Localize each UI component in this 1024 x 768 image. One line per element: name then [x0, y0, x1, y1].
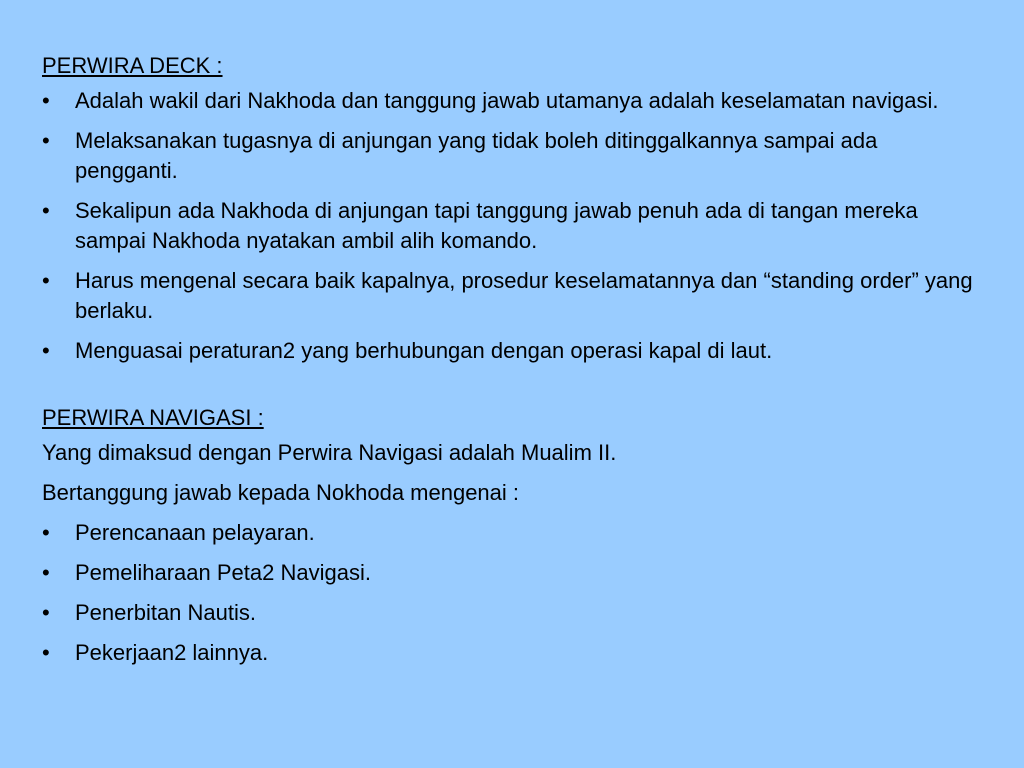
bullet-icon: •	[42, 128, 50, 153]
navigation-section-heading: PERWIRA NAVIGASI :	[42, 405, 264, 430]
bullet-icon: •	[42, 560, 50, 585]
navigation-section-bullet-list	[42, 518, 984, 668]
bullet-icon: •	[42, 600, 50, 625]
bullet-item	[42, 558, 984, 588]
bullet-text: Menguasai peraturan2 yang berhubungan dengan operasi kapal di laut.	[75, 338, 773, 363]
navigation-intro-paragraph: Yang dimaksud dengan Perwira Navigasi adalah Mualim II.	[42, 440, 617, 465]
bullet-icon: •	[42, 198, 50, 223]
bullet-item	[42, 196, 984, 256]
bullet-item	[42, 598, 984, 628]
bullet-text: Pemeliharaan Peta2 Navigasi.	[75, 560, 371, 585]
deck-section-bullet-list	[42, 86, 984, 366]
bullet-text: Penerbitan Nautis.	[75, 600, 256, 625]
bullet-item	[42, 126, 984, 186]
bullet-item	[42, 638, 984, 668]
navigation-responsibility-paragraph: Bertanggung jawab kepada Nokhoda mengenai :	[42, 480, 520, 505]
bullet-item	[42, 336, 984, 366]
bullet-icon: •	[42, 520, 50, 545]
bullet-text: Pekerjaan2 lainnya.	[75, 640, 269, 665]
bullet-icon: •	[42, 88, 50, 113]
bullet-text: Harus mengenal secara baik kapalnya, prosedur keselamatannya dan “standing order” yang berlaku.	[75, 268, 973, 323]
bullet-text: Perencanaan pelayaran.	[75, 520, 315, 545]
bullet-icon: •	[42, 338, 50, 363]
bullet-item	[42, 86, 984, 116]
bullet-text: Melaksanakan tugasnya di anjungan yang tidak boleh ditinggalkannya sampai ada pengganti.	[75, 128, 878, 183]
bullet-icon: •	[42, 268, 50, 293]
bullet-item	[42, 518, 984, 548]
bullet-text: Sekalipun ada Nakhoda di anjungan tapi tanggung jawab penuh ada di tangan mereka sampai Nakhoda nyatakan ambil alih komando.	[75, 198, 918, 253]
bullet-item	[42, 266, 984, 326]
deck-section-heading: PERWIRA DECK :	[42, 53, 223, 78]
bullet-text: Adalah wakil dari Nakhoda dan tanggung jawab utamanya adalah keselamatan navigasi.	[75, 88, 939, 113]
bullet-icon: •	[42, 640, 50, 665]
